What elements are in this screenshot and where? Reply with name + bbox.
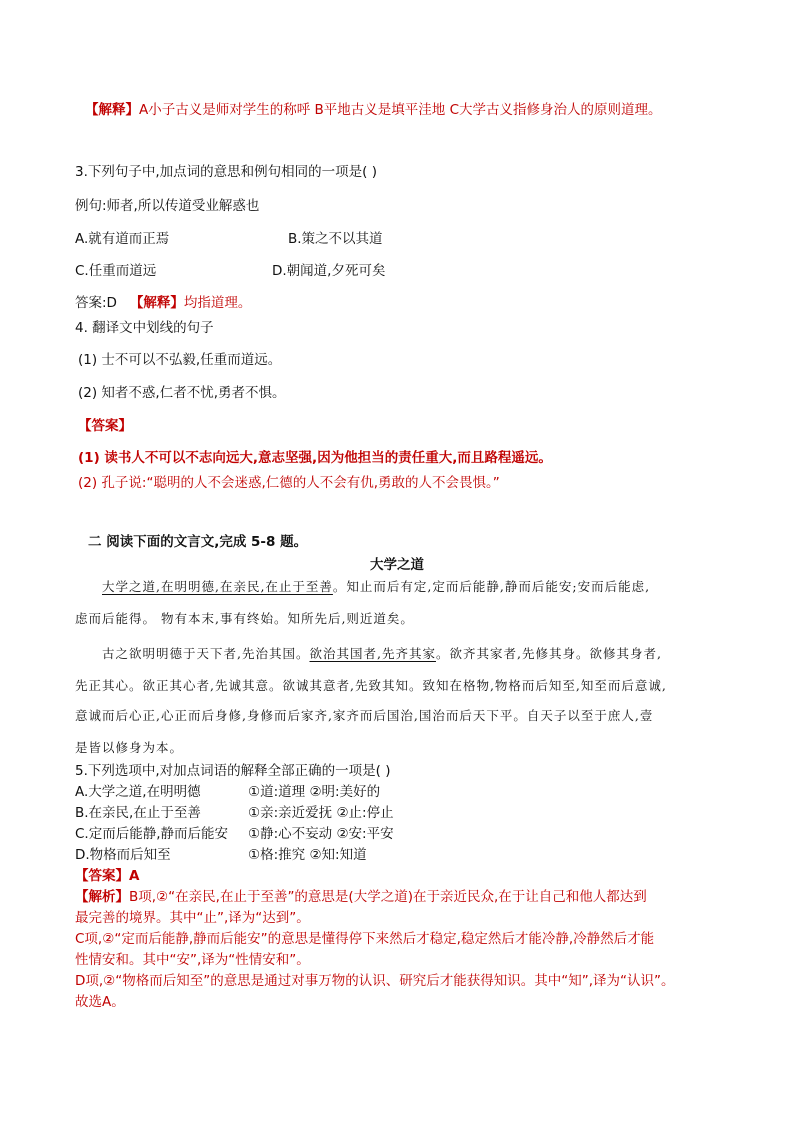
q5-row-d-right: ①格:推究 ②知:知道: [248, 847, 367, 863]
q5-row-c-left: C.定而后能静,静而后能安: [75, 826, 229, 842]
q3-option-b: B.策之不以其道: [288, 231, 383, 247]
passage-p2-start: 古之欲明明德于天下者,先治其国。: [102, 646, 310, 661]
q4-stem: 4. 翻译文中划线的句子: [75, 320, 214, 336]
q5-analysis-tag: 【解析】: [75, 889, 129, 905]
q5-row-a-left: A.大学之道,在明明德: [75, 784, 201, 800]
q3-answer-prefix: 答案:D: [75, 295, 117, 311]
explanation-top: [85, 101, 662, 119]
passage-p2-rest: 。欲齐其家者,先修其身。欲修其身者,: [435, 646, 662, 661]
q5-analysis-c1: C项,②“定而后能静,静而后能安”的意思是懂得停下来然后才稳定,稳定然后才能冷静,冷静然后才能: [75, 931, 655, 947]
passage-p2-line3: 意诚而后心正,心正而后身修,身修而后家齐,家齐而后国治,国治而后天下平。自天子以至于庶人,壹: [75, 708, 654, 723]
q3-answer-tag: 【解释】: [129, 295, 184, 311]
passage-p1-rest: 。知止而后有定,定而后能静,静而后能安;安而后能虑,: [332, 579, 651, 594]
q5-row-b-left: B.在亲民,在止于至善: [75, 805, 201, 821]
underlined-sentence-2: 欲治其国者,先齐其家: [309, 646, 436, 661]
explanation-tag: 【解释】: [85, 102, 139, 118]
q4-answer-2: (2) 孔子说:“聪明的人不会迷惑,仁德的人不会有仇,勇敢的人不会畏惧。”: [78, 475, 500, 491]
passage-p2-line4: 是皆以修身为本。: [75, 740, 184, 755]
q5-analysis-b1-text: B项,②“在亲民,在止于至善”的意思是(大学之道)在于亲近民众,在于让自己和他人都达到: [129, 889, 647, 905]
passage-p1-line2: 虑而后能得。 物有本末,事有终始。知所先后,则近道矣。: [75, 611, 414, 626]
q5-analysis-b2: 最完善的境界。其中“止”,译为“达到”。: [75, 910, 310, 926]
q3-option-d: D.朝闻道,夕死可矣: [272, 263, 386, 279]
q3-example: 例句:师者,所以传道受业解惑也: [75, 198, 260, 214]
q5-stem: 5.下列选项中,对加点词语的解释全部正确的一项是( ): [75, 763, 391, 779]
q3-stem: 3.下列句子中,加点词的意思和例句相同的一项是( ): [75, 164, 377, 180]
passage-title: 大学之道: [370, 557, 424, 573]
q5-answer-label: 【答案】A: [75, 868, 140, 884]
q4-sentence-2: (2) 知者不惑,仁者不忧,勇者不惧。: [78, 385, 286, 401]
q5-conclusion: 故选A。: [75, 994, 125, 1010]
q5-row-b-right: ①亲:亲近爱抚 ②止:停止: [248, 805, 394, 821]
passage-p1-line1: [102, 578, 650, 596]
passage-p2-line1: [102, 645, 662, 663]
q4-answer-label: 【答案】: [78, 418, 132, 434]
q5-row-d-left: D.物格而后知至: [75, 847, 171, 863]
q4-sentence-1: (1) 士不可以不弘毅,任重而道远。: [78, 352, 282, 368]
q5-row-a-right: ①道:道理 ②明:美好的: [248, 784, 381, 800]
q3-option-c: C.任重而道远: [75, 263, 157, 279]
underlined-sentence-1: 大学之道,在明明德,在亲民,在止于至善: [102, 579, 333, 594]
q3-answer: [75, 294, 251, 312]
q4-answer-1: (1) 读书人不可以不志向远大,意志坚强,因为他担当的责任重大,而且路程遥远。: [78, 450, 552, 466]
q5-analysis-c2: 性情安和。其中“安”,译为“性情安和”。: [75, 952, 310, 968]
q3-answer-text: 均指道理。: [183, 295, 252, 311]
q3-option-a: A.就有道而正焉: [75, 231, 170, 247]
explanation-text: A小子古义是师对学生的称呼 B平地古义是填平洼地 C大学古义指修身治人的原则道理。: [139, 102, 662, 118]
q5-row-c-right: ①静:心不妄动 ②安:平安: [248, 826, 394, 842]
passage-p2-line2: 先正其心。欲正其心者,先诚其意。欲诚其意者,先致其知。致知在格物,物格而后知至,知至而后意诚,: [75, 678, 667, 693]
section2-heading: 二 阅读下面的文言文,完成 5-8 题。: [88, 534, 308, 550]
q5-analysis-b1: [75, 888, 647, 906]
q5-analysis-d1: D项,②“物格而后知至”的意思是通过对事万物的认识、研究后才能获得知识。其中“知”,译为“认识”。: [75, 973, 675, 989]
